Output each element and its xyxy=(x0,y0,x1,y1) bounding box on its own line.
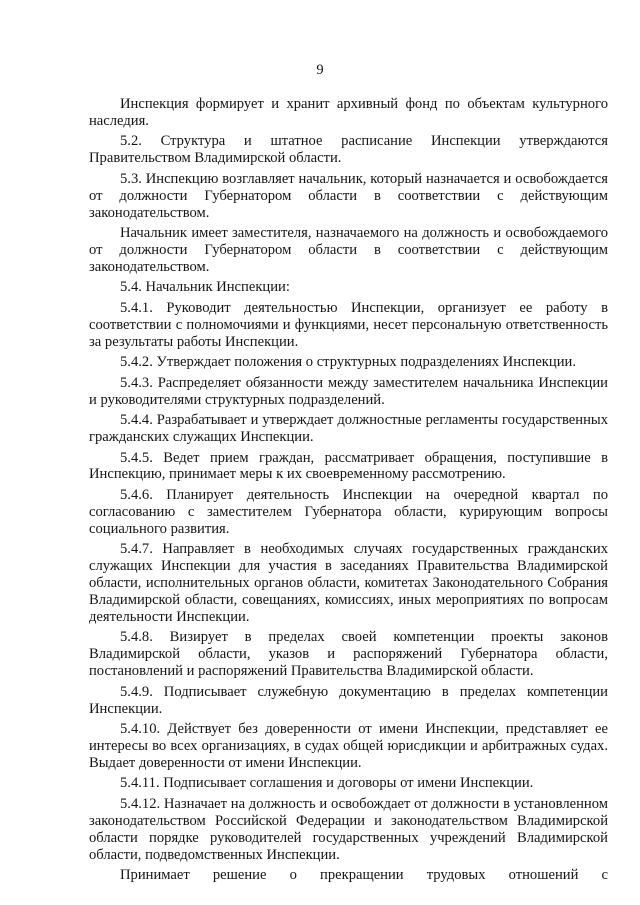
paragraph-5-2: 5.2. Структура и штатное расписание Инспекции утверждаются Правительством Владимирской области. xyxy=(89,133,608,167)
paragraph-5-4: 5.4. Начальник Инспекции: xyxy=(120,279,290,296)
document-body xyxy=(89,96,608,888)
paragraph-5-4-8: 5.4.8. Визирует в пределах своей компетенции проекты законов Владимирской области, указов и распоряжений Губернатора области, постановлений и распоряжений Правительства Владимирской области. xyxy=(89,629,608,680)
paragraph-5-4-6: 5.4.6. Планирует деятельность Инспекции на очередной квартал по согласованию с заместителем Губернатора области, курирующим вопросы социального развития. xyxy=(89,486,608,537)
paragraph-5-4-5: 5.4.5. Ведет прием граждан, рассматривает обращения, поступившие в Инспекцию, принимает меры к их своевременному рассмотрению. xyxy=(89,449,608,483)
paragraph-5-4-9: 5.4.9. Подписывает служебную документацию в пределах компетенции Инспекции. xyxy=(89,683,608,717)
paragraph-5-4-10: 5.4.10. Действует без доверенности от имени Инспекции, представляет ее интересы во всех организациях, в судах общей юрисдикции и арбитражных судах. Выдает доверенности от имени Инспекции. xyxy=(89,721,608,771)
paragraph-5-4-7: 5.4.7. Направляет в необходимых случаях государственных гражданских служащих Инспекции для участия в заседаниях Правительства Владимирской области, исполнительных органов области, комитетах Законодательного Собрания Владимирской области, совещаниях, комиссиях, иных мероприятиях по вопросам деятельности Инспекции. xyxy=(89,541,608,625)
paragraph-5-4-11: 5.4.11. Подписывает соглашения и договоры от имени Инспекции. xyxy=(120,775,534,792)
page-number: 9 xyxy=(316,62,324,78)
paragraph-deputy: Начальник имеет заместителя, назначаемого на должность и освобождаемого от должности Губернатором области в соответствии с действующим законодательством. xyxy=(89,225,608,275)
paragraph-archive: Инспекция формирует и хранит архивный фонд по объектам культурного наследия. xyxy=(89,96,608,129)
paragraph-5-4-3: 5.4.3. Распределяет обязанности между заместителем начальника Инспекции и руководителями структурных подразделений. xyxy=(89,374,608,408)
paragraph-5-3: 5.3. Инспекцию возглавляет начальник, который назначается и освобождается от должности Губернатором области в соответствии с действующим законодательством. xyxy=(89,170,608,221)
paragraph-termination: Принимает решение о прекращении трудовых отношений с xyxy=(120,867,608,884)
paragraph-5-4-12: 5.4.12. Назначает на должность и освобождает от должности в установленном законодательством Российской Федерации и законодательством Владимирской области порядке руководителей государственных учреждений Владимирской области, подведомственных Инспекции. xyxy=(89,795,608,863)
paragraph-5-4-4: 5.4.4. Разрабатывает и утверждает должностные регламенты государственных гражданских служащих Инспекции. xyxy=(89,412,608,446)
paragraph-5-4-1: 5.4.1. Руководит деятельностью Инспекции, организует ее работу в соответствии с полномочиями и функциями, несет персональную ответственность за результаты работы Инспекции. xyxy=(89,299,608,350)
paragraph-5-4-2: 5.4.2. Утверждает положения о структурных подразделениях Инспекции. xyxy=(120,354,576,371)
